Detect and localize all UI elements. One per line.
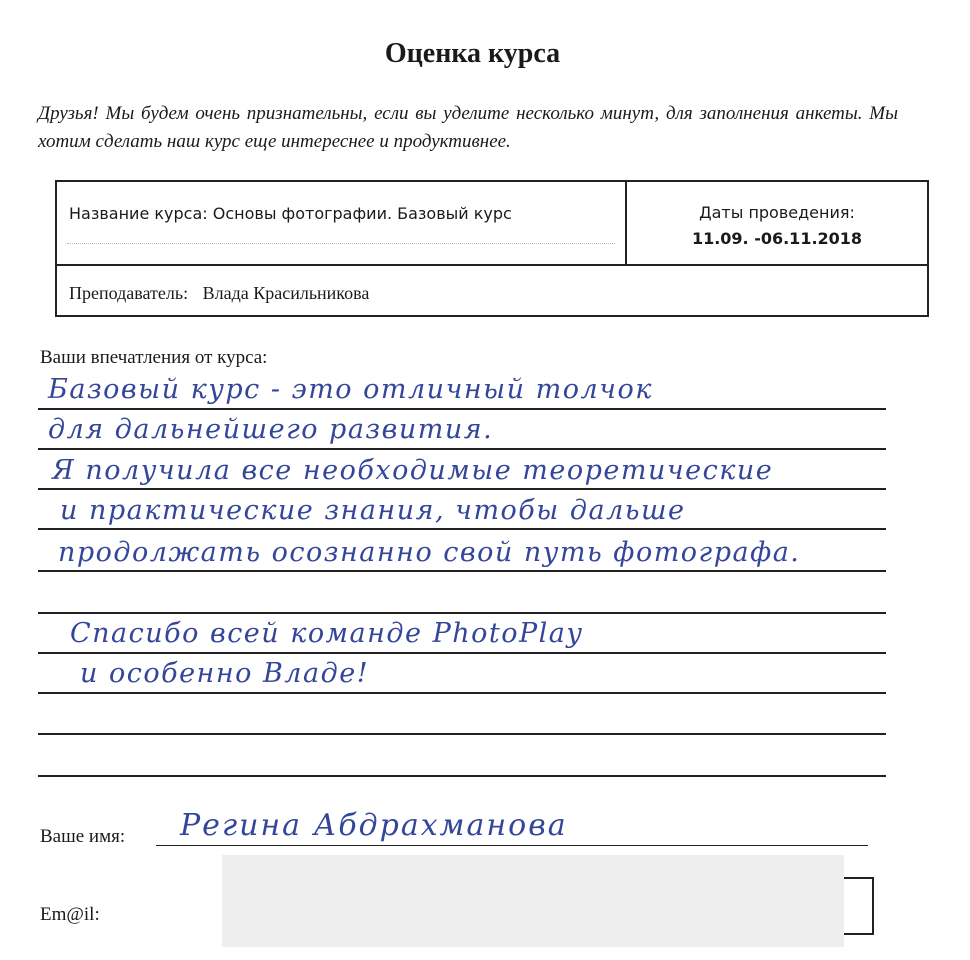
answer-line — [38, 570, 886, 572]
name-underline — [156, 845, 868, 846]
handwritten-line: продолжать осознанно свой путь фотографа. — [58, 537, 801, 568]
impressions-label: Ваши впечатления от курса: — [40, 347, 268, 368]
course-info-table — [55, 180, 929, 317]
course-dates-cell — [627, 182, 927, 266]
handwritten-name: Регина Абдрахманова — [180, 808, 568, 843]
course-name-underline — [67, 243, 615, 244]
dates-label: Даты проведения: — [699, 203, 855, 222]
answer-line — [38, 652, 886, 654]
handwritten-line: и практические знания, чтобы дальше — [60, 495, 686, 526]
form-title: Оценка курса — [384, 38, 561, 69]
dates-value: 11.09. -06.11.2018 — [691, 229, 863, 248]
teacher-label: Преподаватель: — [69, 283, 189, 303]
answer-line — [38, 692, 886, 694]
answer-line — [38, 528, 886, 530]
email-label: Em@il: — [40, 904, 100, 925]
course-name-value: Основы фотографии. Базовый курс — [212, 204, 512, 223]
handwritten-line: Базовый курс - это отличный толчок — [48, 374, 653, 405]
handwritten-line: Я получила все необходимые теоретические — [52, 455, 774, 486]
answer-line — [38, 408, 886, 410]
handwritten-line: для дальнейшего развития. — [48, 414, 494, 445]
answer-line — [38, 775, 886, 777]
handwritten-line: Спасибо всей команде PhotoPlay — [70, 618, 584, 649]
intro-text: Друзья! Мы будем очень признательны, если вы уделите несколько минут, для заполнения анкеты. Мы хотим сделать наш курс еще интереснее и продуктивнее. — [38, 103, 898, 152]
answer-line — [38, 448, 886, 450]
email-field-box — [844, 877, 874, 935]
name-label: Ваше имя: — [40, 826, 126, 847]
email-redaction — [222, 855, 844, 947]
teacher-value: Влада Красильникова — [202, 283, 370, 303]
answer-line — [38, 733, 886, 735]
teacher-cell — [57, 266, 927, 315]
course-name-cell — [57, 182, 627, 266]
answer-line — [38, 612, 886, 614]
course-name-label: Название курса: — [69, 204, 208, 223]
handwritten-line: и особенно Владе! — [80, 658, 370, 689]
answer-line — [38, 488, 886, 490]
